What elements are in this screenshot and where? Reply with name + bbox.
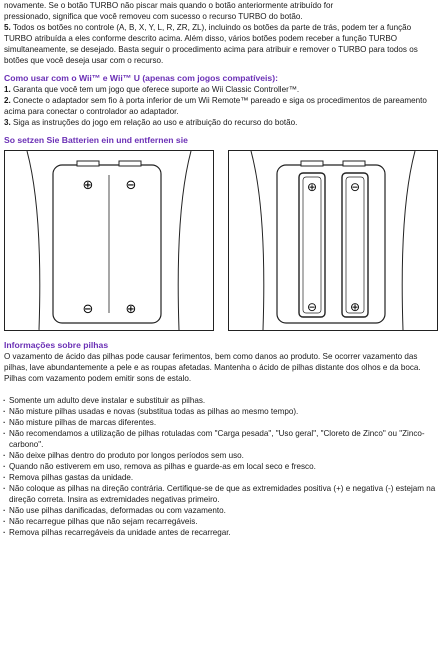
battery-compartment-empty-figure <box>4 150 214 331</box>
list-item: · Não recarregue pilhas que não sejam recarregáveis. <box>4 516 436 527</box>
wii-step-3-text: Siga as instruções do jogo em relação ao uso e atribuição do recurso do botão. <box>10 118 298 127</box>
minus-symbol: ⊖ <box>125 178 137 193</box>
step-5 <box>4 22 436 66</box>
list-item: · Somente um adulto deve instalar e substituir as pilhas. <box>4 395 436 406</box>
battery-figures <box>4 150 436 331</box>
wii-step-3 <box>4 117 436 128</box>
list-item: · Não recomendamos a utilização de pilhas rotuladas com "Carga pesada", "Uso geral", "Cloreto de Zinco" ou "Zinco-carbono". <box>4 428 436 450</box>
plus-symbol: ⊕ <box>306 180 318 194</box>
wii-step-2-text: Conecte o adaptador sem fio à porta inferior de um Wii Remote™ pareado e siga os procedimentos de pareamento acima para conectar o controlador ao adaptador. <box>4 96 427 116</box>
plus-symbol: ⊕ <box>125 302 137 317</box>
minus-symbol: ⊖ <box>349 180 361 194</box>
list-item: · Não deixe pilhas dentro do produto por longos períodos sem uso. <box>4 450 436 461</box>
safety-bullet-list <box>4 395 436 538</box>
list-item: · Não misture pilhas de marcas diferentes. <box>4 417 436 428</box>
wii-step-2-number: 2. <box>4 96 11 105</box>
wii-step-3-number: 3. <box>4 118 11 127</box>
minus-symbol: ⊖ <box>82 302 94 317</box>
list-item: · Quando não estiverem em uso, remova as pilhas e guarde-as em local seco e fresco. <box>4 461 436 472</box>
wii-step-1-number: 1. <box>4 85 11 94</box>
plus-symbol: ⊕ <box>349 300 361 314</box>
step-5-text: Todos os botões no controle (A, B, X, Y, L, R, ZR, ZL), incluindo os botões da parte de trás, podem ter a função TURBO atribuída a eles conforme descrito acima. Além disso, vários botões podem receber a função TURBO simultaneamente, se desejado. Basta seguir o procedimento acima para atribuir e remover o TURBO para todos os botões que você deseja usar com o recurso. <box>4 23 418 65</box>
list-item: · Remova pilhas gastas da unidade. <box>4 472 436 483</box>
list-item: · Não use pilhas danificadas, deformadas ou com vazamento. <box>4 505 436 516</box>
manual-page <box>4 0 436 538</box>
battery-heading: So setzen Sie Batterien ein und entfernen sie <box>4 135 188 145</box>
battery-compartment-filled-figure <box>228 150 438 331</box>
wii-step-1 <box>4 84 436 95</box>
info-paragraph: O vazamento de ácido das pilhas pode causar ferimentos, bem como danos ao produto. Se ocorrer vazamento das pilhas, lave abundantemente a pele e as roupas afetadas. Mantenha o ácido de pilhas distante dos olhos e da boca. Pilhas com vazamento podem emitir sons de estalo. <box>4 352 421 383</box>
battery-compartment-empty-drawing <box>5 151 213 330</box>
list-item: · Não coloque as pilhas na direção contrária. Certifique-se de que as extremidades positiva (+) e negativa (-) estejam na direção correta. Insira as extremidades negativas primeiro. <box>4 483 436 505</box>
wii-heading: Como usar com o Wii™ e Wii™ U (apenas com jogos compatíveis): <box>4 73 278 83</box>
intro-line-1: novamente. Se o botão TURBO não piscar mais quando o botão anteriormente atribuído for <box>4 1 334 10</box>
step-5-number: 5. <box>4 23 11 32</box>
plus-symbol: ⊕ <box>82 178 94 193</box>
info-heading: Informações sobre pilhas <box>4 340 109 350</box>
list-item: · Remova pilhas recarregáveis da unidade antes de recarregar. <box>4 527 436 538</box>
battery-compartment-filled-drawing <box>229 151 437 330</box>
list-item: · Não misture pilhas usadas e novas (substitua todas as pilhas ao mesmo tempo). <box>4 406 436 417</box>
intro-line-2: pressionado, significa que você removeu com sucesso o recurso TURBO do botão. <box>4 12 303 21</box>
minus-symbol: ⊖ <box>306 300 318 314</box>
wii-step-2 <box>4 95 436 117</box>
wii-step-1-text: Garanta que você tem um jogo que oferece suporte ao Wii Classic Controller™. <box>10 85 300 94</box>
